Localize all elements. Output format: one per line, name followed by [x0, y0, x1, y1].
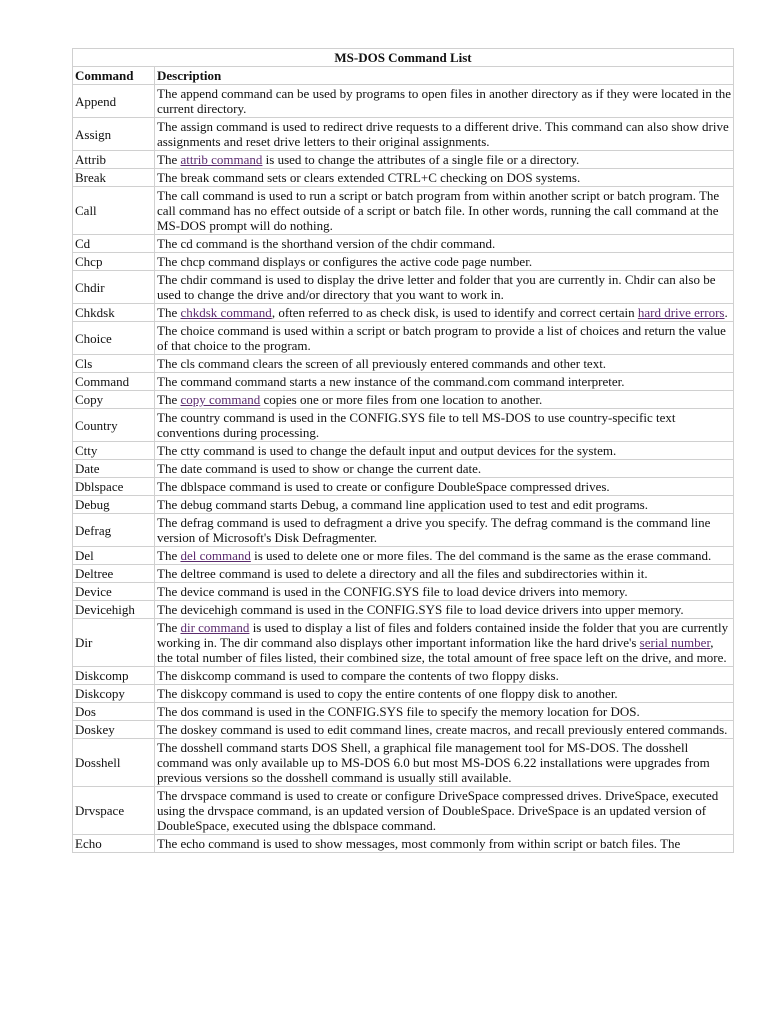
description-text: The drvspace command is used to create or configure DriveSpace compressed drives. DriveSpace, executed using the drvspace command, is an updated version of DoubleSpace. DriveSpace is an updated version of DoubleSpace, executed using the dblspace command.: [157, 788, 719, 833]
table-row: [73, 271, 734, 304]
description-text: The assign command is used to redirect drive requests to a different drive. This command can also show drive assignments and reset drive letters to their original assignments.: [157, 119, 729, 149]
command-name: Country: [73, 409, 155, 442]
table-row: [73, 460, 734, 478]
command-name: Choice: [73, 322, 155, 355]
description-text: The device command is used in the CONFIG.SYS file to load device drivers into memory.: [157, 584, 628, 599]
table-title: MS-DOS Command List: [73, 49, 734, 67]
table-row: [73, 235, 734, 253]
command-description: [155, 169, 734, 187]
description-text: The dos command is used in the CONFIG.SYS file to specify the memory location for DOS.: [157, 704, 640, 719]
command-description: [155, 739, 734, 787]
description-text: is used to change the attributes of a single file or a directory.: [262, 152, 580, 167]
table-row: [73, 355, 734, 373]
description-text: The deltree command is used to delete a directory and all the files and subdirectories within it.: [157, 566, 648, 581]
command-description: [155, 151, 734, 169]
description-text: , the total number of files listed, their combined size, the total amount of free space left on the drive, and more.: [157, 635, 727, 665]
command-name: Assign: [73, 118, 155, 151]
command-description: [155, 721, 734, 739]
description-text: , often referred to as check disk, is used to identify and correct certain: [271, 305, 638, 320]
command-description: [155, 460, 734, 478]
description-text: The command command starts a new instance of the command.com command interpreter.: [157, 374, 625, 389]
table-row: [73, 619, 734, 667]
command-name: Chcp: [73, 253, 155, 271]
description-text: The echo command is used to show messages, most commonly from within script or batch files. The: [157, 836, 681, 851]
command-name: Device: [73, 583, 155, 601]
description-text: The debug command starts Debug, a command line application used to test and edit programs.: [157, 497, 648, 512]
command-name: Del: [73, 547, 155, 565]
command-description: [155, 478, 734, 496]
command-description: [155, 271, 734, 304]
table-title-row: [73, 49, 734, 67]
description-link[interactable]: del command: [180, 548, 251, 563]
description-text: The chcp command displays or configures the active code page number.: [157, 254, 533, 269]
description-text: The: [157, 620, 181, 635]
command-description: [155, 703, 734, 721]
description-text: The chdir command is used to display the drive letter and folder that you are currently in. Chdir can also be used to change the drive and/or directory that you want to work in.: [157, 272, 716, 302]
table-row: [73, 187, 734, 235]
table-row: [73, 787, 734, 835]
command-name: Chdir: [73, 271, 155, 304]
command-name: Deltree: [73, 565, 155, 583]
command-name: Dblspace: [73, 478, 155, 496]
description-link[interactable]: attrib command: [180, 152, 263, 167]
command-name: Date: [73, 460, 155, 478]
command-description: [155, 355, 734, 373]
description-text: The date command is used to show or change the current date.: [157, 461, 482, 476]
description-text: The doskey command is used to edit command lines, create macros, and recall previously entered commands.: [157, 722, 728, 737]
table-body: [73, 85, 734, 853]
table-row: [73, 739, 734, 787]
description-text: The: [157, 152, 181, 167]
command-name: Call: [73, 187, 155, 235]
command-description: [155, 685, 734, 703]
description-text: The diskcomp command is used to compare the contents of two floppy disks.: [157, 668, 559, 683]
command-name: Append: [73, 85, 155, 118]
table-row: [73, 253, 734, 271]
command-description: [155, 442, 734, 460]
command-name: Command: [73, 373, 155, 391]
command-name: Dosshell: [73, 739, 155, 787]
table-row: [73, 601, 734, 619]
table-row: [73, 151, 734, 169]
command-name: Cd: [73, 235, 155, 253]
command-description: [155, 619, 734, 667]
command-description: [155, 583, 734, 601]
description-text: The choice command is used within a script or batch program to provide a list of choices and return the value of that choice to the program.: [157, 323, 726, 353]
command-name: Debug: [73, 496, 155, 514]
table-row: [73, 721, 734, 739]
description-text: The dosshell command starts DOS Shell, a graphical file management tool for MS-DOS. The dosshell command was only available up to MS-DOS 6.0 but most MS-DOS 6.22 installations were upgrades from previous versions so the dosshell command is usually still available.: [157, 740, 710, 785]
table-row: [73, 478, 734, 496]
command-name: Attrib: [73, 151, 155, 169]
description-text: The: [157, 548, 181, 563]
command-description: [155, 253, 734, 271]
command-name: Dos: [73, 703, 155, 721]
command-description: [155, 787, 734, 835]
table-row: [73, 685, 734, 703]
command-description: [155, 322, 734, 355]
description-text: The break command sets or clears extended CTRL+C checking on DOS systems.: [157, 170, 581, 185]
table-row: [73, 304, 734, 322]
command-description: [155, 565, 734, 583]
command-description: [155, 187, 734, 235]
command-table: [72, 48, 734, 853]
command-name: Diskcomp: [73, 667, 155, 685]
table-row: [73, 583, 734, 601]
table-row: [73, 514, 734, 547]
description-text: is used to display a list of files and folders contained inside the folder that you are currently working in. The dir command also displays other important information like the hard drive's: [157, 620, 729, 650]
description-text: The ctty command is used to change the default input and output devices for the system.: [157, 443, 617, 458]
table-row: [73, 667, 734, 685]
table-row: [73, 409, 734, 442]
table-header-row: [73, 67, 734, 85]
column-header-description: Description: [155, 67, 734, 85]
table-row: [73, 442, 734, 460]
table-row: [73, 496, 734, 514]
command-name: Chkdsk: [73, 304, 155, 322]
table-row: [73, 85, 734, 118]
table-row: [73, 169, 734, 187]
command-description: [155, 304, 734, 322]
command-name: Defrag: [73, 514, 155, 547]
command-description: [155, 547, 734, 565]
command-description: [155, 85, 734, 118]
description-text: The call command is used to run a script or batch program from within another script or batch program. The call command has no effect outside of a script or batch file. In other words, running the call command at the MS-DOS prompt will do nothing.: [157, 188, 720, 233]
description-link[interactable]: copy command: [180, 392, 261, 407]
command-description: [155, 391, 734, 409]
command-name: Drvspace: [73, 787, 155, 835]
command-name: Copy: [73, 391, 155, 409]
description-text: The devicehigh command is used in the CONFIG.SYS file to load device drivers into upper memory.: [157, 602, 684, 617]
command-name: Echo: [73, 835, 155, 853]
command-description: [155, 496, 734, 514]
command-name: Break: [73, 169, 155, 187]
table-row: [73, 322, 734, 355]
command-description: [155, 235, 734, 253]
description-text: The cls command clears the screen of all previously entered commands and other text.: [157, 356, 607, 371]
table-row: [73, 391, 734, 409]
command-description: [155, 835, 734, 853]
command-description: [155, 373, 734, 391]
command-description: [155, 118, 734, 151]
command-name: Dir: [73, 619, 155, 667]
table-row: [73, 118, 734, 151]
description-text: .: [724, 305, 728, 320]
table-row: [73, 565, 734, 583]
command-name: Doskey: [73, 721, 155, 739]
description-text: The append command can be used by programs to open files in another directory as if they were located in the current directory.: [157, 86, 731, 116]
command-name: Ctty: [73, 442, 155, 460]
description-text: The dblspace command is used to create or configure DoubleSpace compressed drives.: [157, 479, 610, 494]
description-text: The country command is used in the CONFIG.SYS file to tell MS-DOS to use country-specific text conventions during processing.: [157, 410, 676, 440]
description-text: The: [157, 392, 181, 407]
description-text: The diskcopy command is used to copy the entire contents of one floppy disk to another.: [157, 686, 618, 701]
description-link[interactable]: chkdsk command: [180, 305, 272, 320]
description-text: is used to delete one or more files. The del command is the same as the erase command.: [250, 548, 712, 563]
table-row: [73, 373, 734, 391]
description-text: The cd command is the shorthand version of the chdir command.: [157, 236, 496, 251]
description-text: The: [157, 305, 181, 320]
description-link[interactable]: hard drive errors: [637, 305, 725, 320]
command-description: [155, 601, 734, 619]
column-header-command: Command: [73, 67, 155, 85]
description-text: copies one or more files from one location to another.: [260, 392, 543, 407]
description-text: The defrag command is used to defragment a drive you specify. The defrag command is the command line version of Microsoft's Disk Defragmenter.: [157, 515, 711, 545]
description-link[interactable]: serial number: [639, 635, 711, 650]
command-name: Diskcopy: [73, 685, 155, 703]
table-row: [73, 835, 734, 853]
table-row: [73, 547, 734, 565]
command-description: [155, 667, 734, 685]
table-row: [73, 703, 734, 721]
command-name: Devicehigh: [73, 601, 155, 619]
command-description: [155, 514, 734, 547]
command-description: [155, 409, 734, 442]
description-link[interactable]: dir command: [180, 620, 250, 635]
command-name: Cls: [73, 355, 155, 373]
